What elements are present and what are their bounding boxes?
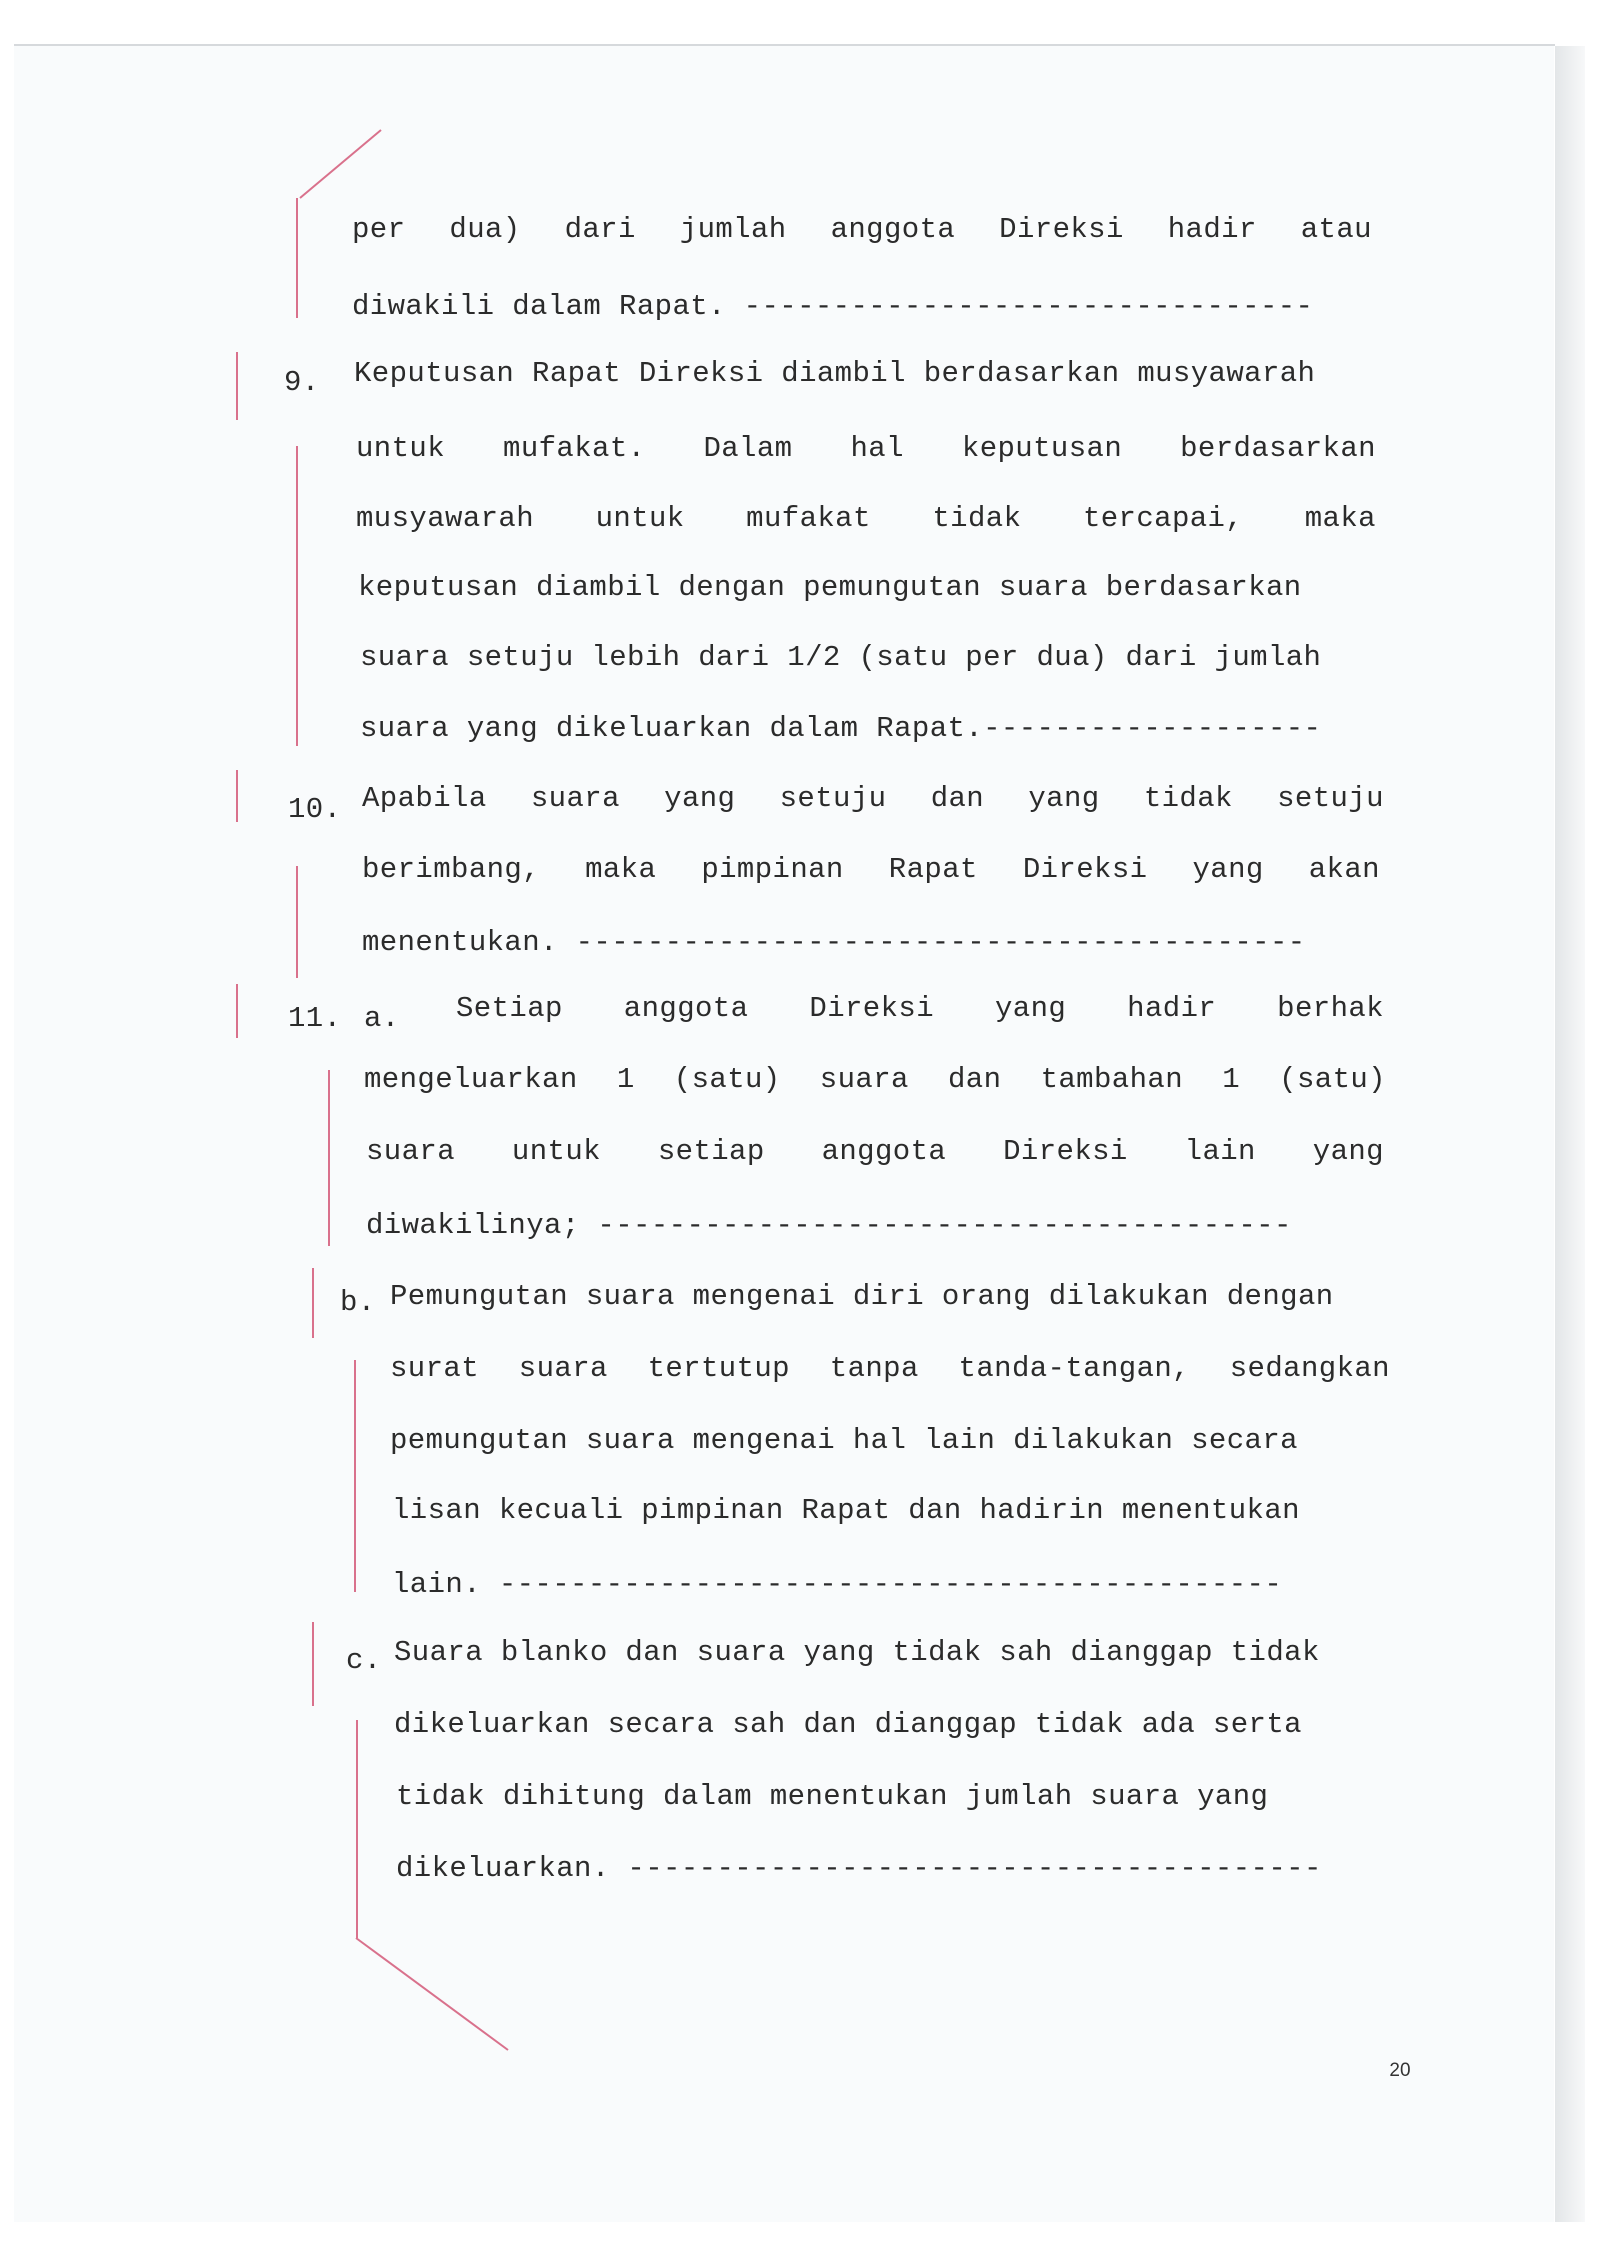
text-line: suara yang dikeluarkan dalam Rapat.------------------- [360, 712, 1322, 745]
text-line: lain. -------------------------------------------- [392, 1568, 1283, 1601]
page-number: 20 [1389, 2060, 1411, 2081]
margin-bar-7 [328, 1070, 330, 1246]
margin-bar-5 [296, 866, 298, 978]
text-line: diwakilinya; --------------------------------------- [366, 1209, 1292, 1242]
margin-bar-6 [236, 984, 238, 1038]
text-line: menentukan. ----------------------------------------- [362, 926, 1306, 959]
text-line: suara untuk setiap anggota Direksi lain yang [366, 1135, 1384, 1168]
margin-bar-4 [236, 770, 238, 822]
text-line: musyawarah untuk mufakat tidak tercapai, maka [356, 502, 1376, 535]
text-line: suara setuju lebih dari 1/2 (satu per dua) dari jumlah [360, 641, 1322, 674]
margin-slash-top [300, 130, 381, 198]
text-line: Pemungutan suara mengenai diri orang dilakukan dengan [390, 1280, 1334, 1313]
item-number: 9. [284, 366, 320, 399]
margin-bar-10 [312, 1622, 314, 1706]
sub-item-marker: a. [364, 1002, 400, 1035]
text-line: tidak dihitung dalam menentukan jumlah suara yang [396, 1780, 1269, 1813]
margin-slash-bottom [356, 1938, 508, 2050]
margin-bar-1 [296, 198, 298, 318]
sub-item-marker: b. [340, 1286, 376, 1319]
text-line: Setiap anggota Direksi yang hadir berhak [456, 992, 1384, 1025]
item-number: 10. [288, 793, 342, 826]
margin-bar-9 [354, 1360, 356, 1592]
text-line: Suara blanko dan suara yang tidak sah dianggap tidak [394, 1636, 1320, 1669]
text-line: diwakili dalam Rapat. -------------------------------- [352, 290, 1314, 323]
margin-bar-8 [312, 1268, 314, 1338]
margin-bar-3 [296, 446, 298, 746]
text-line: mengeluarkan 1 (satu) suara dan tambahan 1 (satu) [364, 1063, 1386, 1096]
text-line: Apabila suara yang setuju dan yang tidak setuju [362, 782, 1384, 815]
text-line: keputusan diambil dengan pemungutan suara berdasarkan [358, 571, 1302, 604]
sub-item-marker: c. [346, 1644, 382, 1677]
text-line: berimbang, maka pimpinan Rapat Direksi yang akan [362, 853, 1380, 886]
item-number: 11. [288, 1002, 342, 1035]
text-line: untuk mufakat. Dalam hal keputusan berdasarkan [356, 432, 1376, 465]
text-line: per dua) dari jumlah anggota Direksi hadir atau [352, 213, 1372, 246]
margin-bar-11 [356, 1720, 358, 1938]
text-line: Keputusan Rapat Direksi diambil berdasarkan musyawarah [354, 357, 1316, 390]
text-line: dikeluarkan secara sah dan dianggap tidak ada serta [394, 1708, 1302, 1741]
text-line: lisan kecuali pimpinan Rapat dan hadirin menentukan [392, 1494, 1300, 1527]
text-line: surat suara tertutup tanpa tanda-tangan, sedangkan [390, 1352, 1390, 1385]
text-line: dikeluarkan. --------------------------------------- [396, 1852, 1322, 1885]
text-line: pemungutan suara mengenai hal lain dilakukan secara [390, 1424, 1298, 1457]
margin-bar-2 [236, 352, 238, 420]
